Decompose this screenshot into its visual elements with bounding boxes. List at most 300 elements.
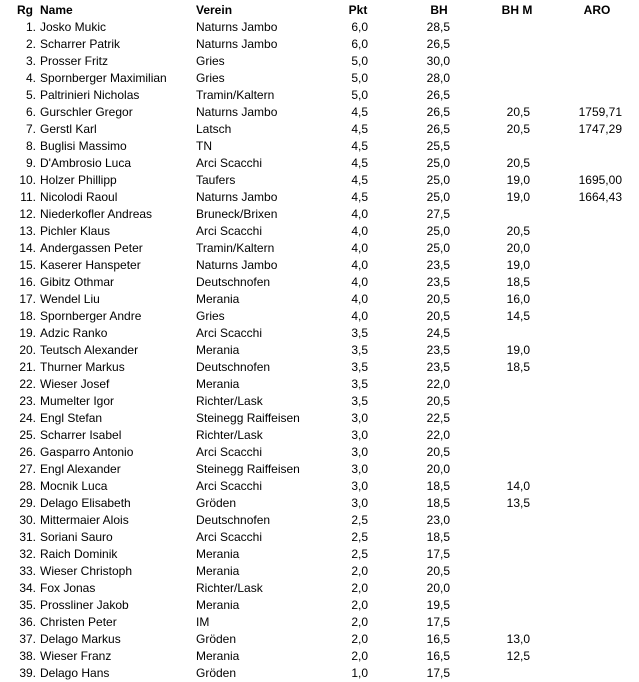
- aro-cell: [550, 19, 622, 36]
- table-row: [0, 427, 639, 444]
- table-row: [0, 257, 639, 274]
- club-cell: Arci Scacchi: [196, 224, 263, 238]
- bh-m-cell: 18,5: [506, 275, 530, 289]
- points-cell: 4,0: [351, 258, 368, 272]
- points-cell: 4,5: [351, 139, 368, 153]
- table-row: [0, 478, 639, 495]
- rank-cell: 8.: [25, 139, 36, 153]
- aro-cell: [550, 291, 622, 308]
- table-row: [0, 189, 639, 206]
- points-cell: 4,0: [351, 224, 368, 238]
- table-row: [0, 376, 639, 393]
- player-name-cell: Paltrinieri Nicholas: [40, 88, 140, 102]
- points-cell: 1,0: [351, 666, 368, 680]
- rank-cell: 18.: [19, 309, 36, 323]
- club-cell: Merania: [196, 649, 240, 663]
- table-row: [0, 87, 639, 104]
- rank-cell: 32.: [19, 547, 36, 561]
- bh-m-cell: [470, 53, 530, 70]
- player-name-cell: Scharrer Patrik: [40, 37, 121, 51]
- bh-cell: 20,5: [426, 309, 450, 323]
- rank-cell: 16.: [19, 275, 36, 289]
- points-cell: 4,0: [351, 207, 368, 221]
- points-cell: 2,5: [351, 513, 368, 527]
- points-cell: 4,0: [351, 309, 368, 323]
- bh-cell: 25,0: [426, 224, 450, 238]
- bh-m-cell: 20,5: [506, 156, 530, 170]
- table-row: [0, 495, 639, 512]
- aro-cell: [550, 70, 622, 87]
- club-cell: Naturns Jambo: [196, 105, 278, 119]
- table-row: [0, 308, 639, 325]
- bh-cell: 25,5: [426, 139, 450, 153]
- aro-cell: [550, 563, 622, 580]
- bh-m-cell: 13,0: [506, 632, 530, 646]
- points-cell: 2,5: [351, 547, 368, 561]
- aro-cell: [550, 393, 622, 410]
- points-cell: 4,5: [351, 173, 368, 187]
- table-row: [0, 206, 639, 223]
- aro-cell: [550, 478, 622, 495]
- points-cell: 3,0: [351, 445, 368, 459]
- rank-cell: 35.: [19, 598, 36, 612]
- aro-cell: [550, 495, 622, 512]
- table-row: [0, 529, 639, 546]
- bh-cell: 24,5: [426, 326, 450, 340]
- bh-cell: 25,0: [426, 241, 450, 255]
- player-name-cell: Thurner Markus: [40, 360, 125, 374]
- bh-cell: 22,0: [426, 428, 450, 442]
- rank-cell: 29.: [19, 496, 36, 510]
- table-row: [0, 121, 639, 138]
- bh-m-cell: [470, 325, 530, 342]
- player-name-cell: Spornberger Maximilian: [40, 71, 167, 85]
- bh-cell: 17,5: [426, 666, 450, 680]
- player-name-cell: Gurschler Gregor: [40, 105, 133, 119]
- club-cell: Taufers: [196, 173, 236, 187]
- player-name-cell: Raich Dominik: [40, 547, 118, 561]
- table-row: [0, 53, 639, 70]
- rank-cell: 27.: [19, 462, 36, 476]
- player-name-cell: Engl Stefan: [40, 411, 103, 425]
- points-cell: 2,0: [351, 615, 368, 629]
- club-cell: Deutschnofen: [196, 513, 271, 527]
- rank-cell: 17.: [19, 292, 36, 306]
- player-name-cell: Delago Elisabeth: [40, 496, 131, 510]
- bh-m-cell: [470, 138, 530, 155]
- club-cell: Merania: [196, 598, 240, 612]
- aro-cell: [550, 342, 622, 359]
- points-cell: 5,0: [351, 54, 368, 68]
- bh-cell: 19,5: [426, 598, 450, 612]
- club-cell: Latsch: [196, 122, 232, 136]
- points-cell: 3,0: [351, 479, 368, 493]
- points-cell: 3,0: [351, 411, 368, 425]
- bh-cell: 20,0: [426, 581, 450, 595]
- points-cell: 3,0: [351, 428, 368, 442]
- club-cell: Gries: [196, 54, 225, 68]
- club-cell: Merania: [196, 292, 240, 306]
- club-cell: Merania: [196, 377, 240, 391]
- aro-cell: [550, 614, 622, 631]
- player-name-cell: Holzer Phillipp: [40, 173, 117, 187]
- aro-cell: [550, 359, 622, 376]
- aro-cell: [550, 665, 622, 682]
- club-cell: Merania: [196, 547, 240, 561]
- player-name-cell: Fox Jonas: [40, 581, 96, 595]
- club-cell: IM: [196, 615, 210, 629]
- player-name-cell: Niederkofler Andreas: [40, 207, 153, 221]
- table-row: [0, 580, 639, 597]
- rank-cell: 1.: [25, 20, 36, 34]
- bh-m-cell: 20,5: [506, 122, 530, 136]
- player-name-cell: Prosser Fritz: [40, 54, 109, 68]
- bh-cell: 27,5: [426, 207, 450, 221]
- aro-cell: [550, 325, 622, 342]
- bh-cell: 26,5: [426, 88, 450, 102]
- aro-cell: [550, 155, 622, 172]
- rank-cell: 21.: [19, 360, 36, 374]
- player-name-cell: Gerstl Karl: [40, 122, 97, 136]
- club-cell: Merania: [196, 343, 240, 357]
- player-name-cell: Delago Markus: [40, 632, 121, 646]
- aro-cell: [550, 427, 622, 444]
- player-name-cell: Wieser Christoph: [40, 564, 133, 578]
- aro-cell: [550, 87, 622, 104]
- table-row: [0, 223, 639, 240]
- bh-m-cell: [470, 580, 530, 597]
- rank-cell: 13.: [19, 224, 36, 238]
- bh-m-cell: 20,5: [506, 224, 530, 238]
- club-cell: Bruneck/Brixen: [196, 207, 278, 221]
- points-cell: 3,5: [351, 394, 368, 408]
- bh-m-cell: [470, 36, 530, 53]
- player-name-cell: Josko Mukic: [40, 20, 107, 34]
- bh-m-cell: [470, 444, 530, 461]
- bh-cell: 18,5: [426, 496, 450, 510]
- table-row: [0, 665, 639, 682]
- rank-cell: 37.: [19, 632, 36, 646]
- table-row: [0, 597, 639, 614]
- club-cell: Tramin/Kaltern: [196, 241, 275, 255]
- bh-m-cell: [470, 461, 530, 478]
- points-cell: 4,5: [351, 105, 368, 119]
- bh-cell: 18,5: [426, 530, 450, 544]
- club-cell: Tramin/Kaltern: [196, 88, 275, 102]
- bh-cell: 23,5: [426, 258, 450, 272]
- table-row: [0, 461, 639, 478]
- club-cell: Arci Scacchi: [196, 530, 263, 544]
- player-name-cell: Kaserer Hanspeter: [40, 258, 141, 272]
- bh-m-cell: 20,0: [506, 241, 530, 255]
- aro-cell: [550, 138, 622, 155]
- points-cell: 3,5: [351, 326, 368, 340]
- bh-m-cell: [470, 410, 530, 427]
- header-aro: ARO: [583, 3, 611, 17]
- rank-cell: 4.: [25, 71, 36, 85]
- rank-cell: 12.: [19, 207, 36, 221]
- bh-cell: 30,0: [426, 54, 450, 68]
- bh-cell: 26,5: [426, 122, 450, 136]
- points-cell: 4,0: [351, 292, 368, 306]
- bh-cell: 20,0: [426, 462, 450, 476]
- club-cell: Steinegg Raiffeisen: [196, 411, 300, 425]
- aro-cell: [550, 274, 622, 291]
- rank-cell: 6.: [25, 105, 36, 119]
- player-name-cell: Nicolodi Raoul: [40, 190, 118, 204]
- bh-m-cell: [470, 597, 530, 614]
- bh-m-cell: [470, 87, 530, 104]
- club-cell: Richter/Lask: [196, 581, 263, 595]
- header-rank: Rg: [17, 3, 33, 17]
- aro-cell: [550, 206, 622, 223]
- club-cell: Merania: [196, 564, 240, 578]
- table-row: [0, 325, 639, 342]
- rank-cell: 39.: [19, 666, 36, 680]
- bh-m-cell: [470, 563, 530, 580]
- bh-m-cell: [470, 614, 530, 631]
- aro-cell: [550, 36, 622, 53]
- points-cell: 3,5: [351, 360, 368, 374]
- aro-cell: [550, 240, 622, 257]
- table-row: [0, 155, 639, 172]
- aro-cell: 1747,29: [578, 122, 622, 136]
- bh-m-cell: 19,0: [506, 173, 530, 187]
- points-cell: 2,0: [351, 581, 368, 595]
- aro-cell: [550, 461, 622, 478]
- bh-cell: 20,5: [426, 292, 450, 306]
- table-row: [0, 359, 639, 376]
- bh-m-cell: 19,0: [506, 190, 530, 204]
- club-cell: Naturns Jambo: [196, 258, 278, 272]
- bh-cell: 23,5: [426, 343, 450, 357]
- bh-m-cell: 13,5: [506, 496, 530, 510]
- bh-cell: 22,0: [426, 377, 450, 391]
- rank-cell: 7.: [25, 122, 36, 136]
- bh-m-cell: 14,5: [506, 309, 530, 323]
- points-cell: 2,0: [351, 598, 368, 612]
- table-row: [0, 342, 639, 359]
- table-row: [0, 104, 639, 121]
- points-cell: 2,5: [351, 530, 368, 544]
- aro-cell: [550, 223, 622, 240]
- bh-cell: 28,0: [426, 71, 450, 85]
- player-name-cell: Scharrer Isabel: [40, 428, 122, 442]
- aro-cell: [550, 376, 622, 393]
- rank-cell: 22.: [19, 377, 36, 391]
- bh-m-cell: [470, 393, 530, 410]
- rank-cell: 11.: [20, 190, 36, 204]
- table-row: [0, 19, 639, 36]
- bh-cell: 22,5: [426, 411, 450, 425]
- bh-cell: 20,5: [426, 445, 450, 459]
- points-cell: 5,0: [351, 88, 368, 102]
- bh-m-cell: [470, 546, 530, 563]
- header-bh-m: BH M: [501, 3, 533, 17]
- club-cell: Naturns Jambo: [196, 20, 278, 34]
- club-cell: Arci Scacchi: [196, 479, 263, 493]
- club-cell: Gröden: [196, 666, 237, 680]
- rank-cell: 34.: [19, 581, 36, 595]
- club-cell: Gries: [196, 309, 225, 323]
- points-cell: 3,0: [351, 496, 368, 510]
- player-name-cell: Wieser Josef: [40, 377, 110, 391]
- bh-cell: 25,0: [426, 173, 450, 187]
- aro-cell: [550, 597, 622, 614]
- points-cell: 2,0: [351, 564, 368, 578]
- club-cell: Richter/Lask: [196, 394, 263, 408]
- club-cell: TN: [196, 139, 212, 153]
- rank-cell: 19.: [19, 326, 36, 340]
- player-name-cell: Mocnik Luca: [40, 479, 108, 493]
- bh-cell: 26,5: [426, 105, 450, 119]
- bh-cell: 17,5: [426, 615, 450, 629]
- player-name-cell: Buglisi Massimo: [40, 139, 127, 153]
- bh-cell: 20,5: [426, 394, 450, 408]
- club-cell: Naturns Jambo: [196, 190, 278, 204]
- table-row: [0, 546, 639, 563]
- aro-cell: [550, 631, 622, 648]
- points-cell: 5,0: [351, 71, 368, 85]
- bh-cell: 16,5: [426, 649, 450, 663]
- player-name-cell: Wendel Liu: [40, 292, 100, 306]
- table-header: [0, 2, 639, 19]
- bh-cell: 23,0: [426, 513, 450, 527]
- bh-cell: 18,5: [426, 479, 450, 493]
- rank-cell: 33.: [19, 564, 36, 578]
- club-cell: Naturns Jambo: [196, 37, 278, 51]
- aro-cell: [550, 546, 622, 563]
- table-row: [0, 36, 639, 53]
- bh-m-cell: [470, 70, 530, 87]
- rank-cell: 24.: [19, 411, 36, 425]
- player-name-cell: Wieser Franz: [40, 649, 112, 663]
- bh-cell: 16,5: [426, 632, 450, 646]
- points-cell: 2,0: [351, 632, 368, 646]
- table-row: [0, 512, 639, 529]
- points-cell: 3,0: [351, 462, 368, 476]
- rank-cell: 31.: [19, 530, 36, 544]
- rank-cell: 5.: [25, 88, 36, 102]
- bh-cell: 26,5: [426, 37, 450, 51]
- table-row: [0, 291, 639, 308]
- rank-cell: 25.: [19, 428, 36, 442]
- points-cell: 4,0: [351, 241, 368, 255]
- aro-cell: [550, 529, 622, 546]
- table-row: [0, 614, 639, 631]
- header-name: Name: [40, 3, 73, 17]
- player-name-cell: Engl Alexander: [40, 462, 121, 476]
- bh-cell: 23,5: [426, 275, 450, 289]
- header-points: Pkt: [348, 3, 368, 17]
- bh-m-cell: 14,0: [506, 479, 530, 493]
- club-cell: Gröden: [196, 496, 237, 510]
- aro-cell: 1695,00: [578, 173, 622, 187]
- club-cell: Richter/Lask: [196, 428, 263, 442]
- player-name-cell: Andergassen Peter: [40, 241, 143, 255]
- player-name-cell: Prossliner Jakob: [40, 598, 129, 612]
- table-row: [0, 444, 639, 461]
- aro-cell: [550, 512, 622, 529]
- player-name-cell: Christen Peter: [40, 615, 117, 629]
- aro-cell: [550, 580, 622, 597]
- aro-cell: 1664,43: [578, 190, 622, 204]
- player-name-cell: Teutsch Alexander: [40, 343, 139, 357]
- bh-m-cell: [470, 665, 530, 682]
- bh-m-cell: [470, 427, 530, 444]
- points-cell: 4,5: [351, 190, 368, 204]
- table-row: [0, 240, 639, 257]
- table-row: [0, 172, 639, 189]
- club-cell: Gries: [196, 71, 225, 85]
- bh-cell: 25,0: [426, 190, 450, 204]
- bh-m-cell: 12,5: [506, 649, 530, 663]
- header-club: Verein: [196, 3, 233, 17]
- player-name-cell: Soriani Sauro: [40, 530, 113, 544]
- club-cell: Deutschnofen: [196, 360, 271, 374]
- rank-cell: 28.: [19, 479, 36, 493]
- bh-m-cell: 19,0: [506, 343, 530, 357]
- bh-m-cell: 16,0: [506, 292, 530, 306]
- aro-cell: [550, 648, 622, 665]
- rank-cell: 15.: [19, 258, 36, 272]
- table-row: [0, 393, 639, 410]
- aro-cell: [550, 308, 622, 325]
- rank-cell: 38.: [19, 649, 36, 663]
- bh-m-cell: [470, 529, 530, 546]
- aro-cell: 1759,71: [578, 105, 622, 119]
- aro-cell: [550, 53, 622, 70]
- bh-cell: 28,5: [426, 20, 450, 34]
- table-row: [0, 631, 639, 648]
- bh-m-cell: [470, 206, 530, 223]
- aro-cell: [550, 410, 622, 427]
- rank-cell: 9.: [25, 156, 36, 170]
- bh-m-cell: [470, 19, 530, 36]
- bh-cell: 23,5: [426, 360, 450, 374]
- player-name-cell: Mittermaier Alois: [40, 513, 129, 527]
- table-row: [0, 70, 639, 87]
- player-name-cell: D'Ambrosio Luca: [40, 156, 131, 170]
- rank-cell: 10.: [19, 173, 36, 187]
- club-cell: Deutschnofen: [196, 275, 271, 289]
- bh-cell: 20,5: [426, 564, 450, 578]
- rank-cell: 3.: [25, 54, 36, 68]
- aro-cell: [550, 257, 622, 274]
- rank-cell: 14.: [19, 241, 36, 255]
- club-cell: Arci Scacchi: [196, 445, 263, 459]
- table-row: [0, 648, 639, 665]
- bh-m-cell: [470, 512, 530, 529]
- points-cell: 3,5: [351, 343, 368, 357]
- bh-cell: 17,5: [426, 547, 450, 561]
- rank-cell: 36.: [19, 615, 36, 629]
- player-name-cell: Spornberger Andre: [40, 309, 142, 323]
- player-name-cell: Gasparro Antonio: [40, 445, 134, 459]
- rank-cell: 20.: [19, 343, 36, 357]
- bh-m-cell: 18,5: [506, 360, 530, 374]
- table-row: [0, 138, 639, 155]
- bh-m-cell: [470, 376, 530, 393]
- club-cell: Steinegg Raiffeisen: [196, 462, 300, 476]
- club-cell: Arci Scacchi: [196, 326, 263, 340]
- points-cell: 4,5: [351, 122, 368, 136]
- points-cell: 6,0: [351, 20, 368, 34]
- rank-cell: 26.: [19, 445, 36, 459]
- rank-cell: 2.: [25, 37, 36, 51]
- rank-cell: 23.: [19, 394, 36, 408]
- club-cell: Gröden: [196, 632, 237, 646]
